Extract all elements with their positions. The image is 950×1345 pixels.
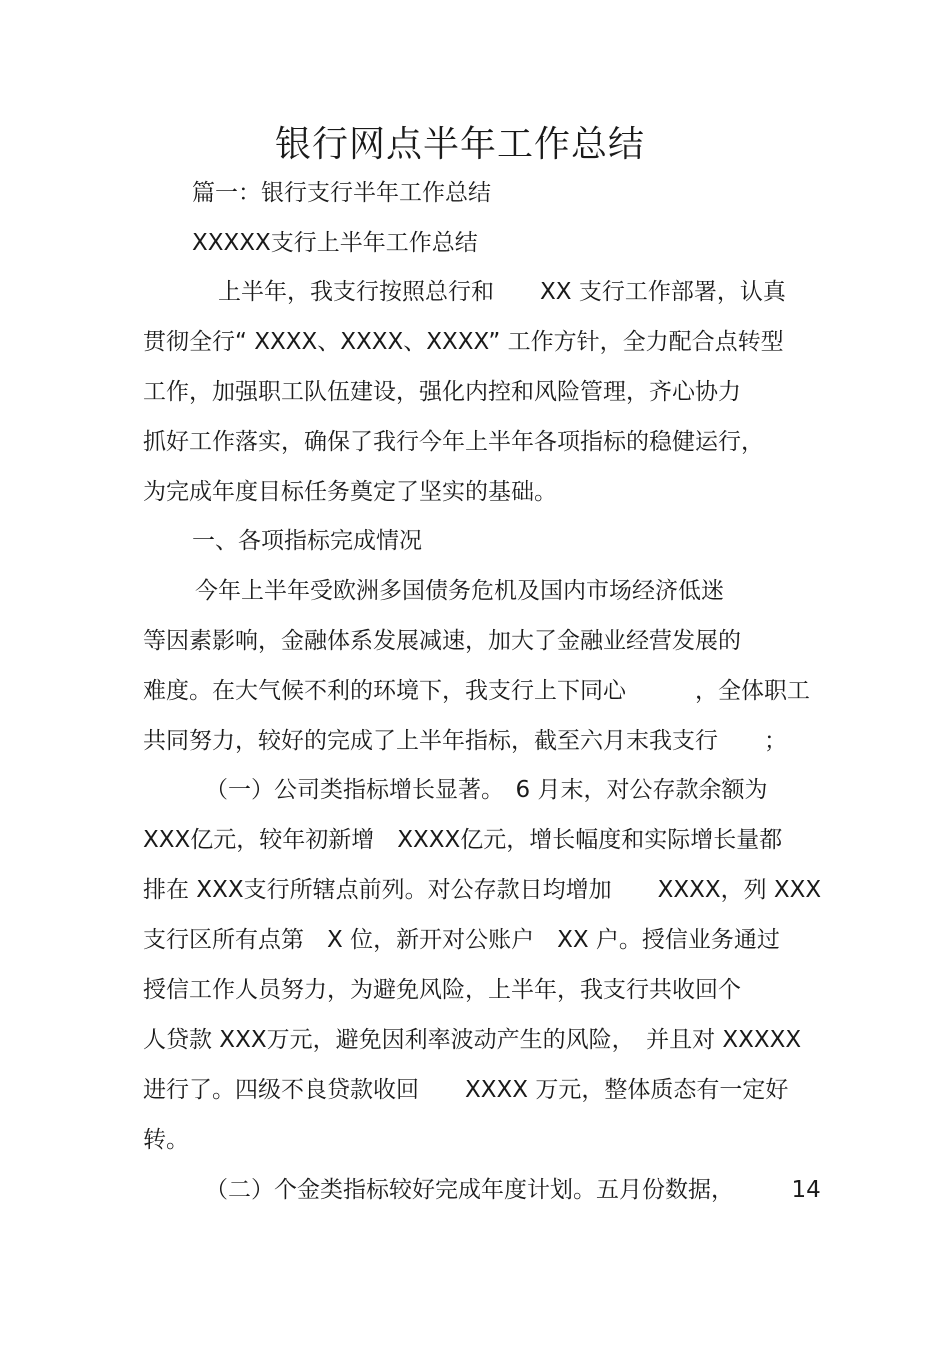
paragraph-line: 难度。在大气候不利的环境下，我支行上下同心 ，全体职工 (143, 678, 810, 704)
paragraph-line: 贯彻全行“ XXXX、XXXX、XXXX” 工作方针，全力配合点转型 (143, 329, 784, 355)
document-title: 银行网点半年工作总结 (274, 124, 645, 165)
paragraph-line: 授信工作人员努力，为避免风险，上半年，我支行共收回个 (143, 977, 741, 1003)
paragraph-line: 抓好工作落实，确保了我行今年上半年各项指标的稳健运行， (143, 429, 764, 455)
paragraph-line: XXX亿元，较年初新增 XXXX亿元，增长幅度和实际增长量都 (143, 827, 783, 853)
paragraph-line: 进行了。四级不良贷款收回 XXXX 万元，整体质态有一定好 (143, 1077, 789, 1103)
paragraph-line: 共同努力，较好的完成了上半年指标，截至六月末我支行 ； (143, 728, 787, 754)
paragraph-line: 排在 XXX支行所辖点前列。对公存款日均增加 XXXX，列 XXX (143, 877, 822, 903)
paragraph-line: （二）个金类指标较好完成年度计划。五月份数据， 14 (205, 1177, 821, 1203)
paragraph-line: 工作，加强职工队伍建设，强化内控和风险管理，齐心协力 (143, 379, 741, 405)
paragraph-line: 等因素影响，金融体系发展减速，加大了金融业经营发展的 (143, 628, 741, 654)
section-heading: 篇一：银行支行半年工作总结 (192, 180, 491, 206)
paragraph-line: 人贷款 XXX万元，避免因利率波动产生的风险， 并且对 XXXXX (143, 1027, 802, 1053)
paragraph-line: 转。 (143, 1127, 189, 1153)
paragraph-line: 上半年，我支行按照总行和 XX 支行工作部署，认真 (218, 279, 786, 305)
paragraph-line: 为完成年度目标任务奠定了坚实的基础。 (143, 479, 557, 505)
paragraph-line: 支行区所有点第 X 位，新开对公账户 XX 户。授信业务通过 (143, 927, 780, 953)
subtitle: XXXXX支行上半年工作总结 (192, 230, 478, 256)
paragraph-line: （一）公司类指标增长显著。 6 月末，对公存款余额为 (205, 777, 768, 803)
section-heading: 一、各项指标完成情况 (192, 528, 422, 554)
paragraph-line: 今年上半年受欧洲多国债务危机及国内市场经济低迷 (195, 578, 724, 604)
